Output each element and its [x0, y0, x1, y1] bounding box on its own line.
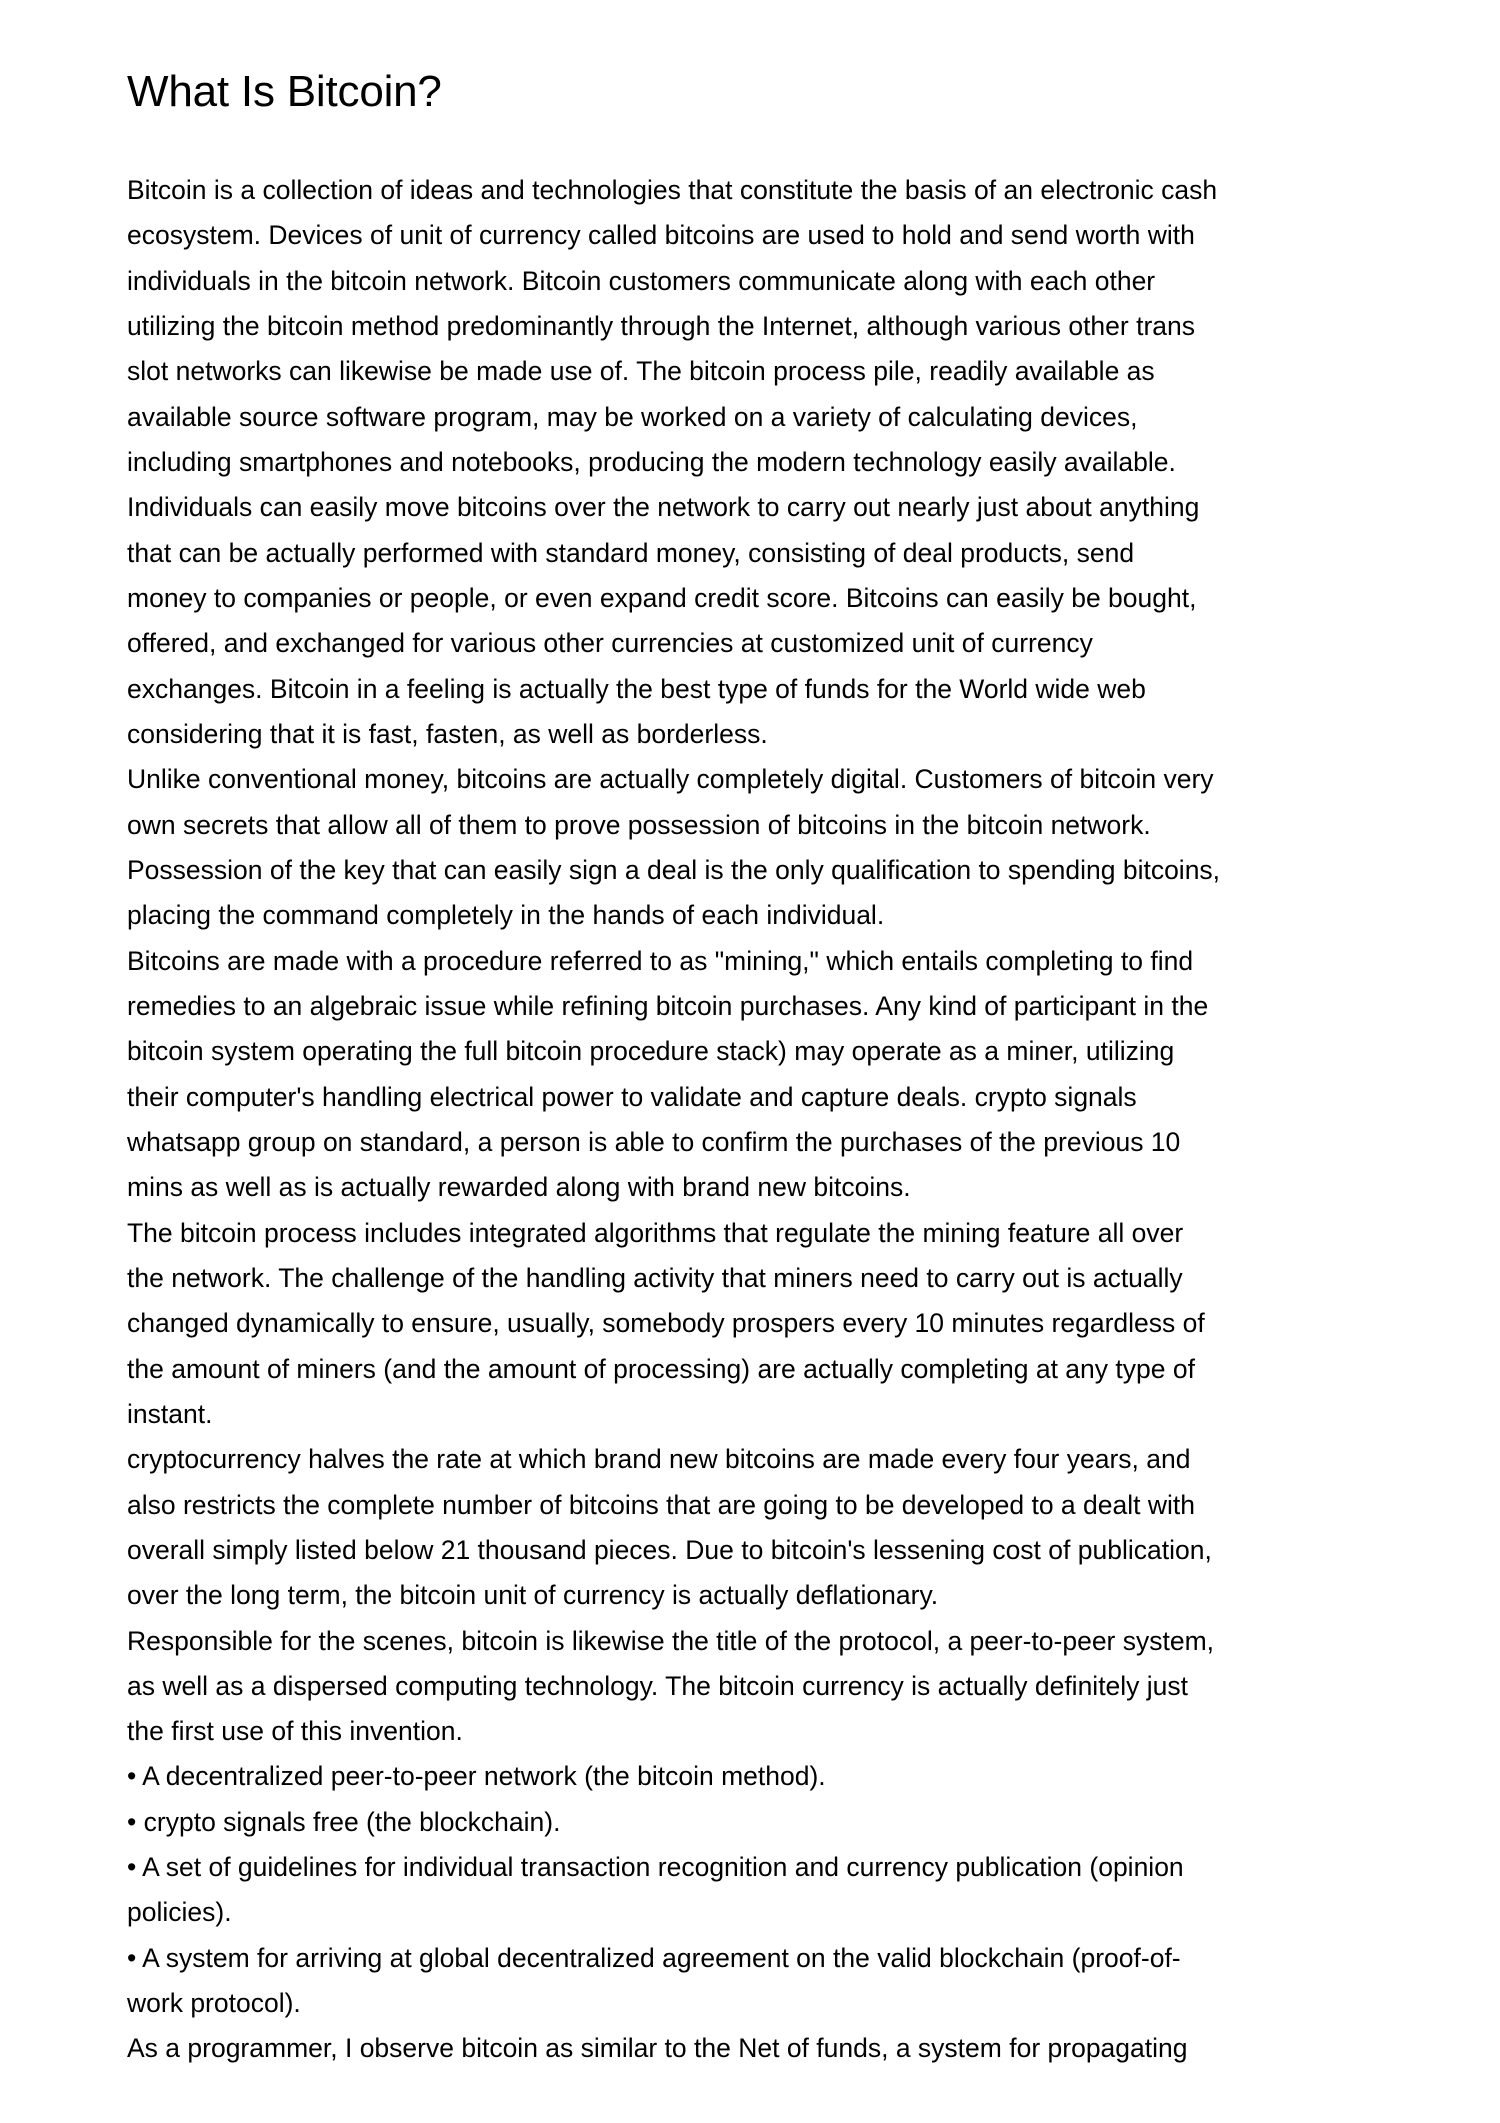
- text-line: overall simply listed below 21 thousand pieces. Due to bitcoin's lessening cost of publication,: [127, 1534, 1212, 1565]
- paragraph-intro: [127, 168, 1427, 757]
- text-line: the amount of miners (and the amount of processing) are actually completing at any type of: [127, 1353, 1195, 1384]
- paragraph-halving: [127, 1437, 1427, 1618]
- text-line: Responsible for the scenes, bitcoin is likewise the title of the protocol, a peer-to-peer system,: [127, 1625, 1215, 1656]
- paragraph-protocol: [127, 1619, 1427, 1755]
- text-line: available source software program, may be worked on a variety of calculating devices,: [127, 401, 1138, 432]
- text-line: the first use of this invention.: [127, 1716, 463, 1747]
- list-item: • crypto signals free (the blockchain).: [127, 1806, 561, 1837]
- text-line: Bitcoins are made with a procedure referred to as "mining," which entails completing to find: [127, 945, 1194, 976]
- text-line: as well as a dispersed computing technology. The bitcoin currency is actually definitely just: [127, 1670, 1189, 1701]
- text-line: considering that it is fast, fasten, as well as borderless.: [127, 718, 768, 749]
- text-line: own secrets that allow all of them to prove possession of bitcoins in the bitcoin network.: [127, 809, 1151, 840]
- text-line: Unlike conventional money, bitcoins are actually completely digital. Customers of bitcoin very: [127, 764, 1214, 795]
- text-line: Bitcoin is a collection of ideas and technologies that constitute the basis of an electronic cash: [127, 175, 1218, 205]
- text-line: Possession of the key that can easily sign a deal is the only qualification to spending bitcoins,: [127, 854, 1221, 885]
- text-line: Individuals can easily move bitcoins over the network to carry out nearly just about anything: [127, 492, 1200, 523]
- list-item: • A decentralized peer-to-peer network (the bitcoin method).: [127, 1761, 826, 1792]
- paragraph-algorithms: [127, 1211, 1427, 1438]
- text-line: cryptocurrency halves the rate at which brand new bitcoins are made every four years, and: [127, 1444, 1191, 1475]
- text-line: The bitcoin process includes integrated algorithms that regulate the mining feature all over: [127, 1217, 1184, 1248]
- list-item-continuation: policies).: [127, 1897, 232, 1928]
- text-line: remedies to an algebraic issue while refining bitcoin purchases. Any kind of participant in the: [127, 990, 1209, 1021]
- bullet-list: [127, 1754, 1427, 2026]
- list-item: • A set of guidelines for individual transaction recognition and currency publication (opinion: [127, 1852, 1184, 1883]
- text-line: placing the command completely in the hands of each individual.: [127, 900, 885, 931]
- text-line: mins as well as is actually rewarded along with brand new bitcoins.: [127, 1172, 911, 1203]
- text-line: money to companies or people, or even expand credit score. Bitcoins can easily be bought,: [127, 582, 1197, 613]
- paragraph-programmer: [127, 2026, 1427, 2071]
- page-title: What Is Bitcoin?: [127, 67, 442, 116]
- text-line: bitcoin system operating the full bitcoin procedure stack) may operate as a miner, utilizing: [127, 1036, 1175, 1067]
- paragraph-digital-ownership: [127, 757, 1427, 938]
- document-body: [127, 168, 1427, 2072]
- text-line: utilizing the bitcoin method predominantly through the Internet, although various other trans: [127, 310, 1196, 341]
- text-line: individuals in the bitcoin network. Bitcoin customers communicate along with each other: [127, 265, 1156, 296]
- text-line: exchanges. Bitcoin in a feeling is actually the best type of funds for the World wide web: [127, 673, 1146, 704]
- text-line: As a programmer, I observe bitcoin as similar to the Net of funds, a system for propagating: [127, 2033, 1188, 2064]
- text-line: slot networks can likewise be made use of. The bitcoin process pile, readily available as: [127, 356, 1155, 387]
- text-line: also restricts the complete number of bitcoins that are going to be developed to a dealt with: [127, 1489, 1195, 1520]
- text-line: ecosystem. Devices of unit of currency called bitcoins are used to hold and send worth with: [127, 220, 1195, 251]
- list-item: • A system for arriving at global decentralized agreement on the valid blockchain (proof-of-: [127, 1942, 1181, 1973]
- text-line: their computer's handling electrical power to validate and capture deals. crypto signals: [127, 1081, 1137, 1112]
- text-line: over the long term, the bitcoin unit of currency is actually deflationary.: [127, 1580, 939, 1611]
- text-line: that can be actually performed with standard money, consisting of deal products, send: [127, 537, 1135, 568]
- text-line: instant.: [127, 1398, 213, 1429]
- text-line: whatsapp group on standard, a person is able to confirm the purchases of the previous 10: [127, 1126, 1181, 1157]
- text-line: the network. The challenge of the handling activity that miners need to carry out is actually: [127, 1262, 1183, 1293]
- list-item-continuation: work protocol).: [127, 1988, 301, 2019]
- paragraph-mining: [127, 939, 1427, 1211]
- text-line: including smartphones and notebooks, producing the modern technology easily available.: [127, 446, 1176, 477]
- text-line: offered, and exchanged for various other currencies at customized unit of currency: [127, 628, 1093, 659]
- text-line: changed dynamically to ensure, usually, somebody prospers every 10 minutes regardless of: [127, 1308, 1205, 1339]
